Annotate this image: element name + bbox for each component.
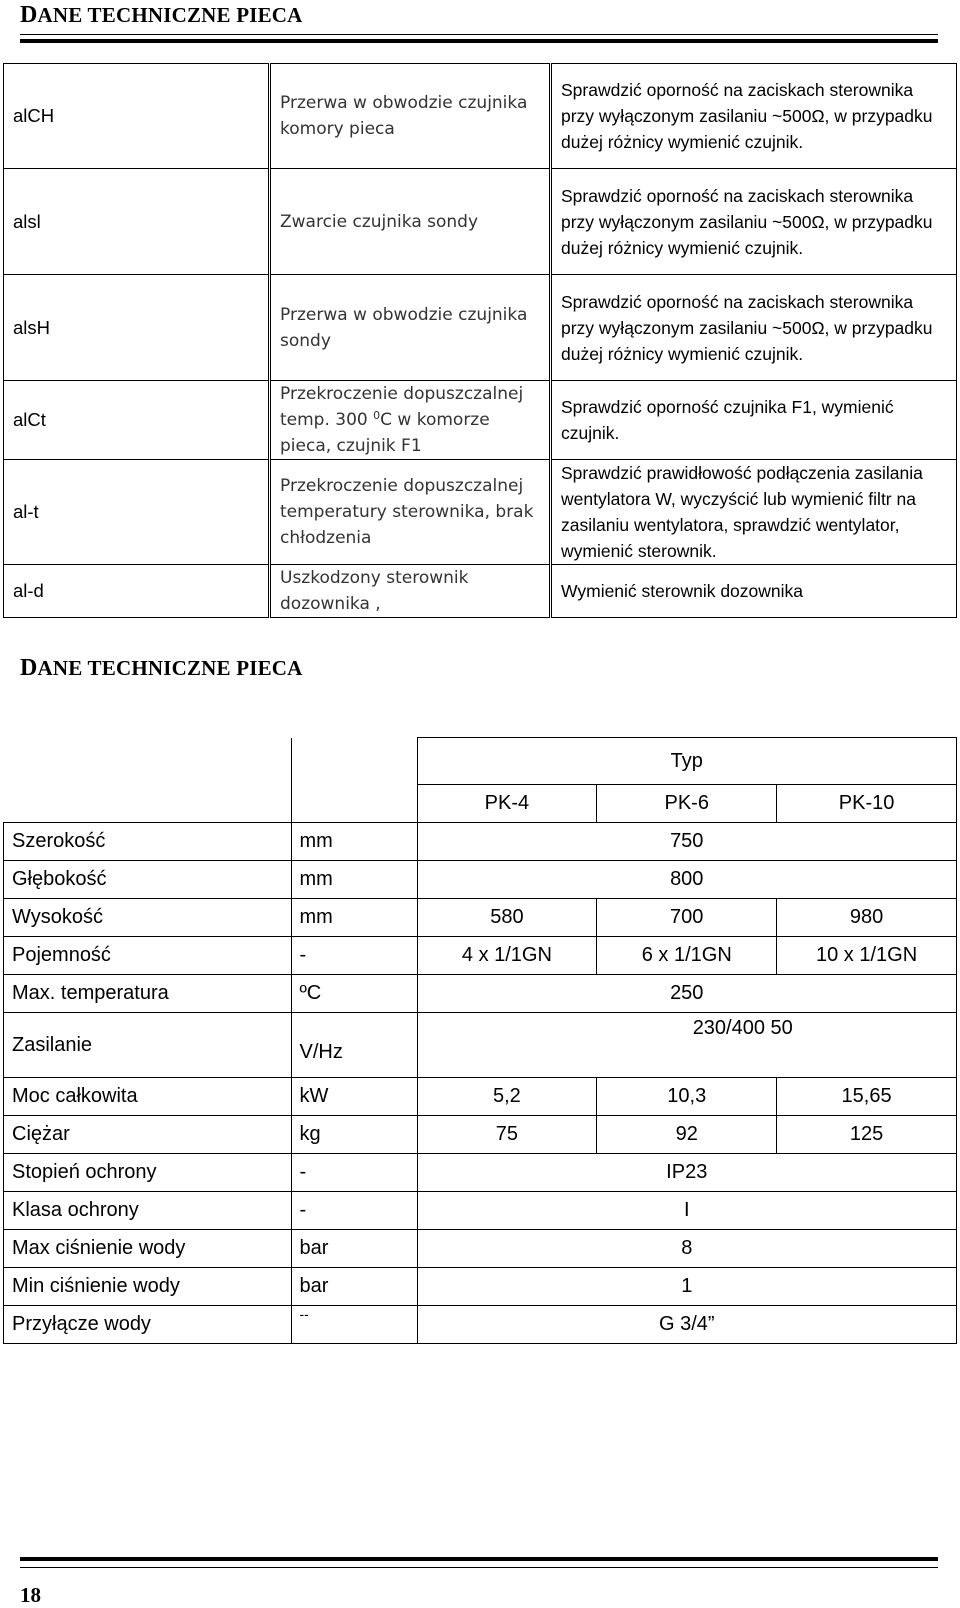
spec-value-pk10: 10 x 1/1GN	[777, 937, 957, 975]
spec-value-pk6: 92	[597, 1116, 777, 1154]
blank-cell	[291, 738, 417, 785]
spec-unit: -	[291, 1154, 417, 1192]
error-action: Sprawdzić oporność na zaciskach sterownika przy wyłączonym zasilaniu ~500Ω, w przypadku dużej różnicy wymienić czujnik.	[551, 64, 957, 169]
error-row	[4, 460, 957, 565]
spec-label: Max. temperatura	[4, 975, 292, 1013]
spec-value-pk4: 5,2	[417, 1078, 597, 1116]
error-row	[4, 169, 957, 275]
spec-value-pk4: 4 x 1/1GN	[417, 937, 597, 975]
spec-unit: mm	[291, 823, 417, 861]
spec-unit: -	[291, 1192, 417, 1230]
spec-label: Głębokość	[4, 861, 292, 899]
spec-label: Wysokość	[4, 899, 292, 937]
error-code: alsl	[4, 169, 270, 275]
spec-row-capacity	[4, 937, 957, 975]
type-label: Typ	[417, 738, 957, 785]
spec-label: Zasilanie	[4, 1013, 292, 1078]
spec-row-depth	[4, 861, 957, 899]
blank-cell	[4, 785, 292, 823]
spec-label: Pojemność	[4, 937, 292, 975]
error-action: Wymienić sterownik dozownika	[551, 565, 957, 618]
spec-unit: bar	[291, 1268, 417, 1306]
error-action: Sprawdzić oporność na zaciskach sterownika przy wyłączonym zasilaniu ~500Ω, w przypadku dużej różnicy wymienić czujnik.	[551, 275, 957, 381]
spec-value-pk6: 6 x 1/1GN	[597, 937, 777, 975]
spec-unit: V/Hz	[291, 1013, 417, 1078]
model-pk6: PK-6	[597, 785, 777, 823]
spec-label: Ciężar	[4, 1116, 292, 1154]
error-action: Sprawdzić prawidłowość podłączenia zasilania wentylatora W, wyczyścić lub wymienić filtr na zasilaniu wentylatora, sprawdzić wentylator, wymienić sterownik.	[551, 460, 957, 565]
spec-value-pk6: 10,3	[597, 1078, 777, 1116]
error-description: Uszkodzony sterownik dozownika ,	[270, 565, 551, 618]
spec-unit: kW	[291, 1078, 417, 1116]
spec-row-weight	[4, 1116, 957, 1154]
error-description: Przekroczenie dopuszczalnej temperatury sterownika, brak chłodzenia	[270, 460, 551, 565]
spec-label: Max ciśnienie wody	[4, 1230, 292, 1268]
spec-label: Min ciśnienie wody	[4, 1268, 292, 1306]
spec-label: Klasa ochrony	[4, 1192, 292, 1230]
error-code: alCt	[4, 381, 270, 460]
header-title: DANE TECHNICZNE PIECA	[20, 2, 303, 28]
footer-rule	[20, 1557, 938, 1568]
error-description: Zwarcie czujnika sondy	[270, 169, 551, 275]
error-description: Przerwa w obwodzie czujnika komory pieca	[270, 64, 551, 169]
spec-row-max-temp	[4, 975, 957, 1013]
error-code: alCH	[4, 64, 270, 169]
error-code: al-d	[4, 565, 270, 618]
spec-value-pk4: 580	[417, 899, 597, 937]
spec-value-pk10: 125	[777, 1116, 957, 1154]
spec-row-protection-class	[4, 1192, 957, 1230]
spec-row-total-power	[4, 1078, 957, 1116]
spec-value: 800	[417, 861, 957, 899]
spec-value-pk4: 75	[417, 1116, 597, 1154]
spec-row-width	[4, 823, 957, 861]
spec-value: 8	[417, 1230, 957, 1268]
error-description: Przekroczenie dopuszczalnej temp. 300 $^0$C w komorze pieca, czujnik F1	[270, 381, 551, 460]
error-description: Przerwa w obwodzie czujnika sondy	[270, 275, 551, 381]
spec-value: 250	[417, 975, 957, 1013]
page-footer	[20, 1557, 938, 1608]
model-pk10: PK-10	[777, 785, 957, 823]
spec-row-water-connection	[4, 1306, 957, 1344]
page-number: 18	[20, 1583, 41, 1607]
spec-value-pk6: 700	[597, 899, 777, 937]
spec-row-min-water-pressure	[4, 1268, 957, 1306]
spec-row-height	[4, 899, 957, 937]
spec-value-pk10: 980	[777, 899, 957, 937]
spec-row-protection-degree	[4, 1154, 957, 1192]
spec-unit: bar	[291, 1230, 417, 1268]
error-code: alsH	[4, 275, 270, 381]
spec-value-pk10: 15,65	[777, 1078, 957, 1116]
spec-label: Moc całkowita	[4, 1078, 292, 1116]
spec-value: I	[417, 1192, 957, 1230]
blank-cell	[291, 785, 417, 823]
section-title: DANE TECHNICZNE PIECA	[20, 655, 303, 681]
error-row	[4, 565, 957, 618]
error-code: al-t	[4, 460, 270, 565]
type-header-row	[4, 738, 957, 785]
spec-label: Szerokość	[4, 823, 292, 861]
spec-row-max-water-pressure	[4, 1230, 957, 1268]
spec-value: G 3/4”	[417, 1306, 957, 1344]
spec-value: 750	[417, 823, 957, 861]
spec-row-power-supply	[4, 1013, 957, 1078]
spec-unit: ºC	[291, 975, 417, 1013]
spec-value: 230/400 50	[417, 1013, 957, 1078]
spec-unit: --	[291, 1306, 417, 1344]
header-rule	[20, 34, 938, 43]
model-pk4: PK-4	[417, 785, 597, 823]
error-table	[3, 63, 957, 618]
spec-unit: kg	[291, 1116, 417, 1154]
error-action: Sprawdzić oporność czujnika F1, wymienić czujnik.	[551, 381, 957, 460]
spec-label: Stopień ochrony	[4, 1154, 292, 1192]
models-row	[4, 785, 957, 823]
spec-label: Przyłącze wody	[4, 1306, 292, 1344]
page-header	[20, 0, 938, 52]
spec-value: 1	[417, 1268, 957, 1306]
error-row	[4, 275, 957, 381]
blank-cell	[4, 738, 292, 785]
error-row	[4, 64, 957, 169]
spec-unit: mm	[291, 861, 417, 899]
spec-value: IP23	[417, 1154, 957, 1192]
error-action: Sprawdzić oporność na zaciskach sterownika przy wyłączonym zasilaniu ~500Ω, w przypadku dużej różnicy wymienić czujnik.	[551, 169, 957, 275]
tech-spec-table	[3, 737, 957, 1344]
error-row	[4, 381, 957, 460]
spec-unit: -	[291, 937, 417, 975]
spec-unit: mm	[291, 899, 417, 937]
